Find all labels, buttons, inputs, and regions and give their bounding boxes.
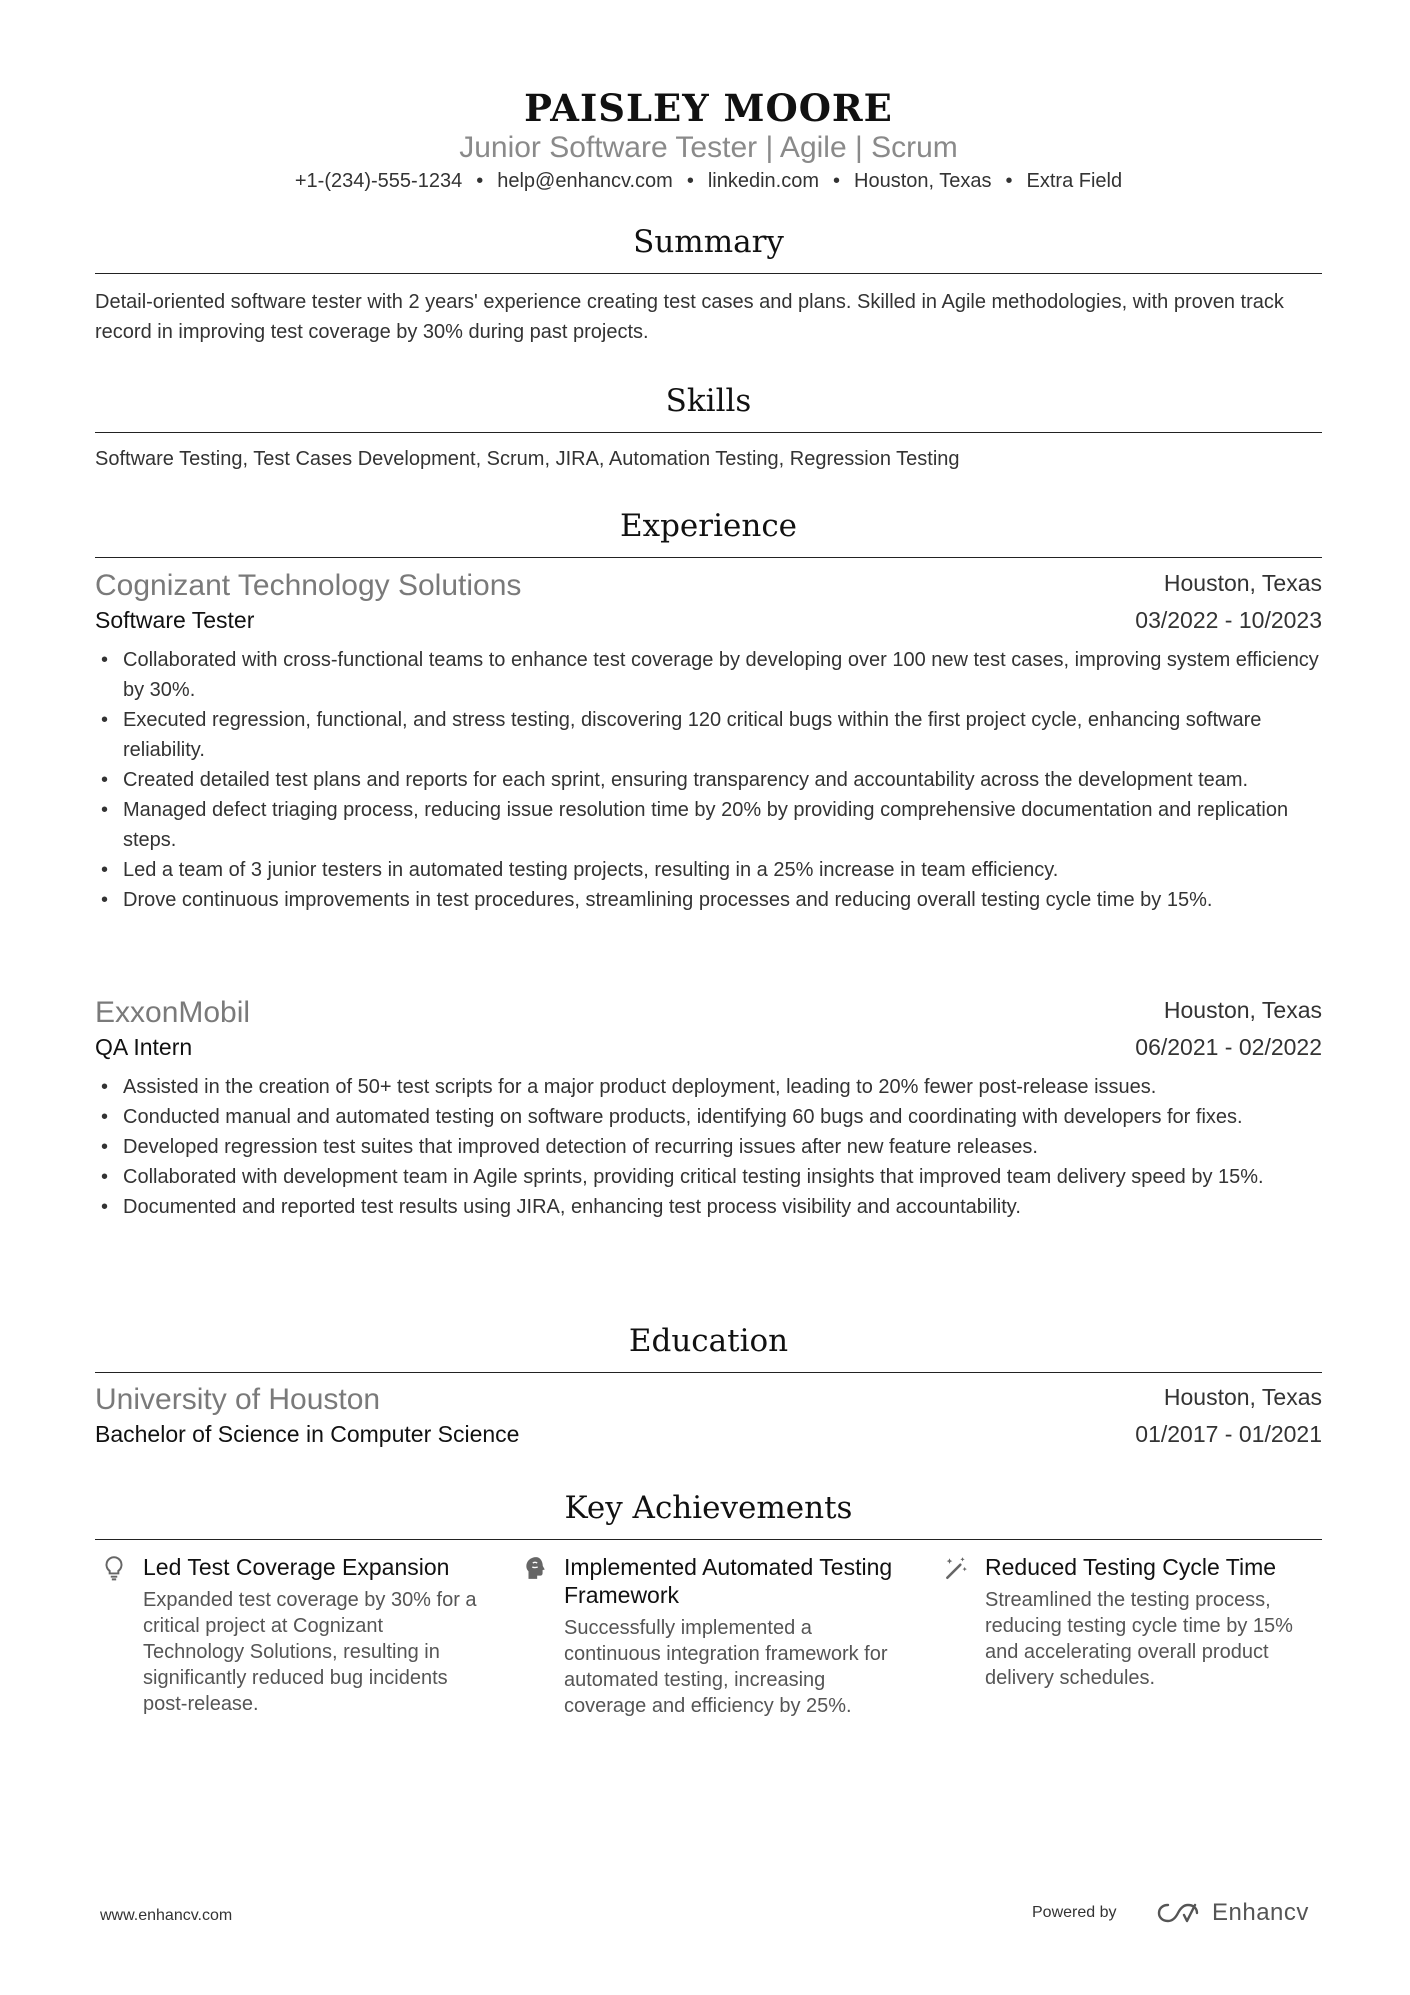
job-role: Software Tester [95,607,255,633]
skills-text: Software Testing, Test Cases Development, Scrum, JIRA, Automation Testing, Regression Testing [95,448,960,470]
powered-by-label: Powered by [1032,1904,1117,1921]
job-location: Houston, Texas [1163,997,1322,1023]
separator-dot: • [833,170,841,192]
job-bullet: • Developed regression test suites that improved detection of recurring issues after new feature releases. [95,1132,1322,1162]
head-brain-icon [522,1555,548,1581]
job-bullet: • Led a team of 3 junior testers in automated testing projects, resulting in a 25% increase in team efficiency. [95,855,1322,885]
contact-phone[interactable]: +1-(234)-555-1234 [294,170,463,192]
contact-email[interactable]: help@enhancv.com [497,170,673,192]
job-dates: 03/2022 - 10/2023 [1135,607,1322,633]
job-bullet: • Collaborated with development team in Agile sprints, providing critical testing insights that improved team delivery speed by 15%. [95,1162,1322,1192]
footer-brand: Enhancv [1212,1899,1309,1926]
footer-url[interactable]: www.enhancv.com [100,1907,233,1924]
job-dates: 06/2021 - 02/2022 [1135,1034,1322,1060]
experience-title: Experience [619,508,798,544]
candidate-name: PAISLEY MOORE [524,86,893,130]
summary-divider [95,273,1322,274]
candidate-headline: Junior Software Tester | Agile | Scrum [459,131,958,164]
education-dates: 01/2017 - 01/2021 [1135,1421,1322,1447]
separator-dot: • [686,170,694,192]
separator-dot: • [1005,170,1013,192]
job-bullet: • Assisted in the creation of 50+ test scripts for a major product deployment, leading to 20% fewer post-release issues. [95,1072,1322,1102]
job-role: QA Intern [95,1034,193,1060]
job-bullet: • Created detailed test plans and reports for each sprint, ensuring transparency and accountability across the development team. [95,765,1322,795]
summary-title: Summary [633,224,784,260]
job-bullets [95,645,1322,915]
achievement-title: Implemented Automated Testing Framework [564,1554,893,1608]
job-bullets [95,1072,1322,1222]
achievement-desc: Successfully implemented a continuous integration framework for automated testing, increasing coverage and efficiency by 25%. [564,1617,888,1717]
achievement-title: Reduced Testing Cycle Time [985,1554,1277,1580]
job-company: ExxonMobil [95,996,251,1029]
lightbulb-icon [101,1555,127,1581]
achievement-title: Led Test Coverage Expansion [143,1554,450,1580]
magic-wand-icon [943,1555,969,1581]
job-bullet: • Documented and reported test results using JIRA, enhancing test process visibility and accountability. [95,1192,1322,1222]
contact-line [95,170,1322,193]
experience-divider [95,557,1322,558]
job-location: Houston, Texas [1163,570,1322,596]
education-title: Education [628,1323,789,1359]
contact-linkedin[interactable]: linkedin.com [707,170,819,192]
achievement-desc: Streamlined the testing process, reducing testing cycle time by 15% and accelerating overall product delivery schedules. [985,1589,1293,1689]
skills-divider [95,432,1322,433]
job-company: Cognizant Technology Solutions [95,569,522,602]
summary-text: Detail-oriented software tester with 2 years' experience creating test cases and plans. Skilled in Agile methodologies, with proven track record in improving test coverage by 30% during past projects. [95,291,1284,343]
skills-title: Skills [665,383,752,419]
contact-location: Houston, Texas [854,170,992,192]
education-degree: Bachelor of Science in Computer Science [95,1421,520,1447]
education-divider [95,1372,1322,1373]
job-bullet: • Collaborated with cross-functional teams to enhance test coverage by developing over 100 new test cases, improving system efficiency by 30%. [95,645,1322,705]
education-location: Houston, Texas [1163,1384,1322,1410]
job-bullet: • Managed defect triaging process, reducing issue resolution time by 20% by providing comprehensive documentation and replication steps. [95,795,1322,855]
job-bullet: • Drove continuous improvements in test procedures, streamlining processes and reducing overall testing cycle time by 15%. [95,885,1322,915]
separator-dot: • [476,170,484,192]
job-bullet: • Executed regression, functional, and stress testing, discovering 120 critical bugs within the first project cycle, enhancing software reliability. [95,705,1322,765]
achievements-divider [95,1539,1322,1540]
education-school: University of Houston [95,1383,381,1416]
job-bullet: • Conducted manual and automated testing on software products, identifying 60 bugs and coordinating with developers for fixes. [95,1102,1322,1132]
achievements-title: Key Achievements [564,1490,853,1526]
achievement-desc: Expanded test coverage by 30% for a critical project at Cognizant Technology Solutions, resulting in significantly reduced bug incidents post-release. [143,1589,477,1715]
contact-extra-field: Extra Field [1026,170,1123,192]
